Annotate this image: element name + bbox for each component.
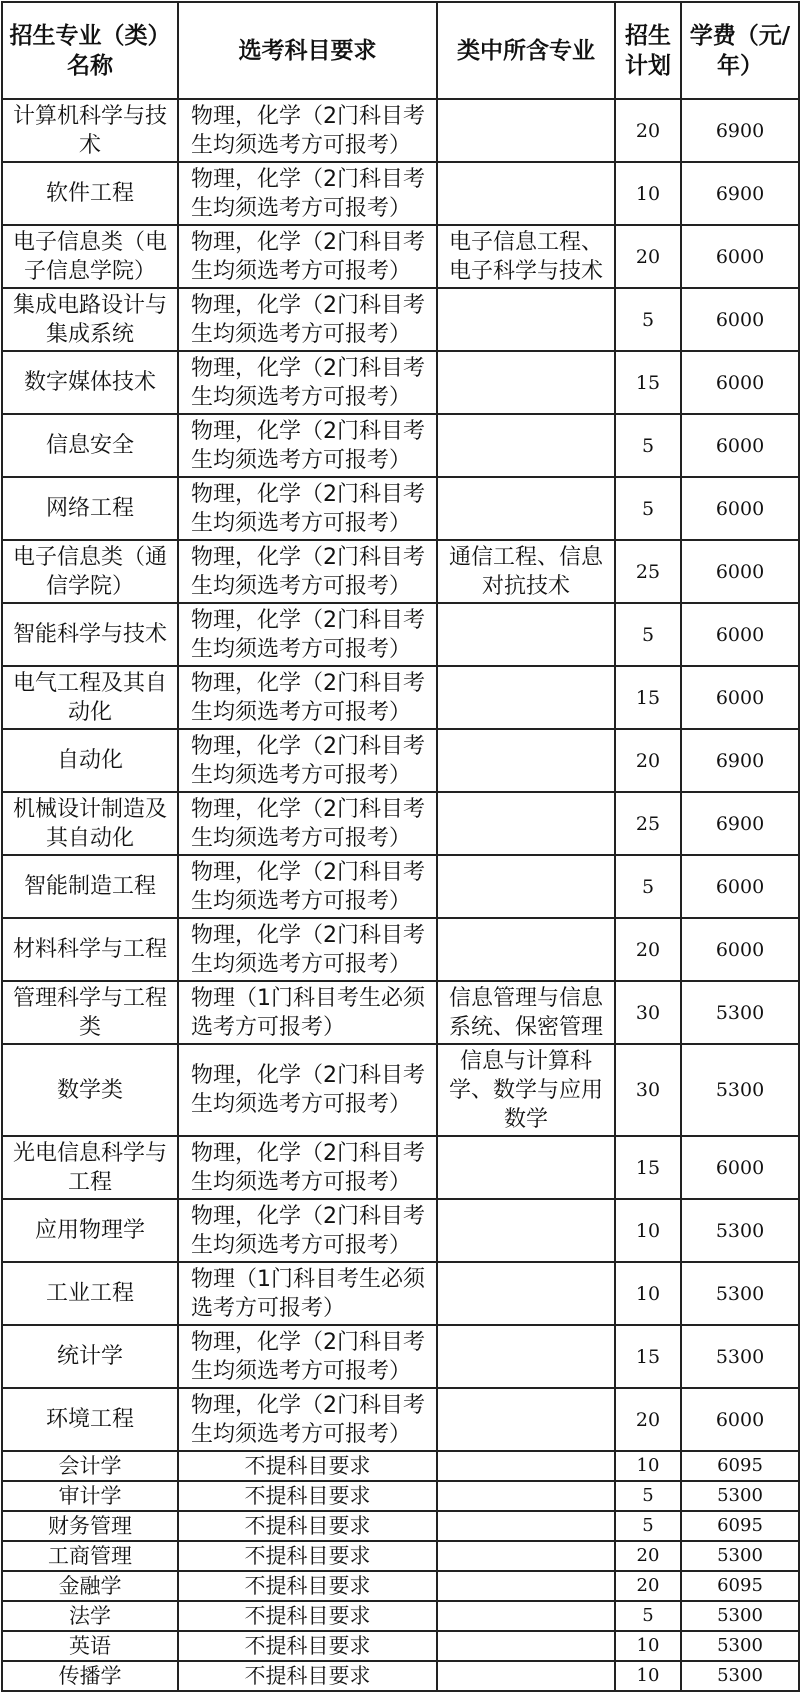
table-row [2, 1262, 799, 1325]
fee-cell: 6000 [681, 288, 799, 351]
table-row [2, 1199, 799, 1262]
admission-plan-table [1, 1, 800, 1692]
table-row [2, 981, 799, 1044]
sub-majors-cell [437, 1199, 615, 1262]
requirement-cell: 物理，化学（2门科目考生均须选考方可报考） [178, 540, 437, 603]
sub-majors-cell: 信息与计算科学、数学与应用数学 [437, 1044, 615, 1136]
major-name-cell: 电子信息类（通信学院） [2, 540, 178, 603]
requirement-cell: 物理（1门科目考生必须选考方可报考） [178, 981, 437, 1044]
table-row [2, 288, 799, 351]
requirement-cell: 物理，化学（2门科目考生均须选考方可报考） [178, 1199, 437, 1262]
fee-cell: 6900 [681, 729, 799, 792]
plan-cell: 5 [615, 1481, 681, 1511]
major-name-cell: 智能科学与技术 [2, 603, 178, 666]
plan-cell: 10 [615, 162, 681, 225]
requirement-cell: 物理，化学（2门科目考生均须选考方可报考） [178, 1388, 437, 1451]
header-sub-majors: 类中所含专业 [437, 2, 615, 99]
sub-majors-cell [437, 1262, 615, 1325]
major-name-cell: 会计学 [2, 1451, 178, 1481]
plan-cell: 30 [615, 1044, 681, 1136]
major-name-cell: 计算机科学与技术 [2, 99, 178, 162]
table-row [2, 918, 799, 981]
fee-cell: 6000 [681, 918, 799, 981]
requirement-cell: 不提科目要求 [178, 1631, 437, 1661]
table-row [2, 729, 799, 792]
fee-cell: 5300 [681, 1481, 799, 1511]
table-row [2, 1481, 799, 1511]
plan-cell: 15 [615, 666, 681, 729]
sub-majors-cell [437, 603, 615, 666]
sub-majors-cell [437, 1601, 615, 1631]
plan-cell: 15 [615, 351, 681, 414]
table-row [2, 477, 799, 540]
requirement-cell: 物理，化学（2门科目考生均须选考方可报考） [178, 1136, 437, 1199]
table-row [2, 1571, 799, 1601]
sub-majors-cell [437, 288, 615, 351]
plan-cell: 5 [615, 1601, 681, 1631]
requirement-cell: 不提科目要求 [178, 1571, 437, 1601]
plan-cell: 20 [615, 99, 681, 162]
major-name-cell: 金融学 [2, 1571, 178, 1601]
fee-cell: 5300 [681, 1325, 799, 1388]
table-row [2, 1631, 799, 1661]
fee-cell: 5300 [681, 981, 799, 1044]
major-name-cell: 工业工程 [2, 1262, 178, 1325]
fee-cell: 6000 [681, 603, 799, 666]
plan-cell: 5 [615, 414, 681, 477]
major-name-cell: 工商管理 [2, 1541, 178, 1571]
plan-cell: 10 [615, 1199, 681, 1262]
requirement-cell: 物理，化学（2门科目考生均须选考方可报考） [178, 918, 437, 981]
major-name-cell: 统计学 [2, 1325, 178, 1388]
fee-cell: 6000 [681, 414, 799, 477]
plan-cell: 30 [615, 981, 681, 1044]
fee-cell: 6900 [681, 99, 799, 162]
header-plan: 招生计划 [615, 2, 681, 99]
requirement-cell: 物理，化学（2门科目考生均须选考方可报考） [178, 1044, 437, 1136]
sub-majors-cell [437, 1631, 615, 1661]
fee-cell: 6000 [681, 225, 799, 288]
sub-majors-cell [437, 1388, 615, 1451]
plan-cell: 20 [615, 729, 681, 792]
requirement-cell: 物理，化学（2门科目考生均须选考方可报考） [178, 729, 437, 792]
major-name-cell: 环境工程 [2, 1388, 178, 1451]
table-row [2, 666, 799, 729]
table-row [2, 414, 799, 477]
table-row [2, 1325, 799, 1388]
fee-cell: 6900 [681, 162, 799, 225]
requirement-cell: 物理，化学（2门科目考生均须选考方可报考） [178, 666, 437, 729]
plan-cell: 20 [615, 1571, 681, 1601]
requirement-cell: 不提科目要求 [178, 1481, 437, 1511]
fee-cell: 6095 [681, 1511, 799, 1541]
sub-majors-cell [437, 414, 615, 477]
major-name-cell: 财务管理 [2, 1511, 178, 1541]
fee-cell: 6000 [681, 1388, 799, 1451]
table-row [2, 225, 799, 288]
requirement-cell: 物理，化学（2门科目考生均须选考方可报考） [178, 792, 437, 855]
requirement-cell: 物理，化学（2门科目考生均须选考方可报考） [178, 99, 437, 162]
fee-cell: 6000 [681, 855, 799, 918]
major-name-cell: 光电信息科学与工程 [2, 1136, 178, 1199]
table-row [2, 1136, 799, 1199]
sub-majors-cell [437, 477, 615, 540]
sub-majors-cell [437, 666, 615, 729]
plan-cell: 10 [615, 1262, 681, 1325]
fee-cell: 6000 [681, 540, 799, 603]
sub-majors-cell: 信息管理与信息系统、保密管理 [437, 981, 615, 1044]
plan-cell: 15 [615, 1325, 681, 1388]
header-requirement: 选考科目要求 [178, 2, 437, 99]
table-row [2, 351, 799, 414]
requirement-cell: 物理，化学（2门科目考生均须选考方可报考） [178, 162, 437, 225]
sub-majors-cell [437, 918, 615, 981]
major-name-cell: 机械设计制造及其自动化 [2, 792, 178, 855]
sub-majors-cell [437, 792, 615, 855]
plan-cell: 5 [615, 288, 681, 351]
requirement-cell: 物理，化学（2门科目考生均须选考方可报考） [178, 603, 437, 666]
sub-majors-cell [437, 1136, 615, 1199]
table-row [2, 1601, 799, 1631]
fee-cell: 5300 [681, 1601, 799, 1631]
fee-cell: 5300 [681, 1262, 799, 1325]
plan-cell: 5 [615, 603, 681, 666]
fee-cell: 6095 [681, 1571, 799, 1601]
requirement-cell: 物理，化学（2门科目考生均须选考方可报考） [178, 855, 437, 918]
table-row [2, 99, 799, 162]
sub-majors-cell: 通信工程、信息对抗技术 [437, 540, 615, 603]
plan-cell: 20 [615, 1541, 681, 1571]
major-name-cell: 传播学 [2, 1661, 178, 1691]
requirement-cell: 物理，化学（2门科目考生均须选考方可报考） [178, 1325, 437, 1388]
major-name-cell: 电气工程及其自动化 [2, 666, 178, 729]
sub-majors-cell [437, 729, 615, 792]
requirement-cell: 不提科目要求 [178, 1661, 437, 1691]
plan-cell: 20 [615, 1388, 681, 1451]
requirement-cell: 物理，化学（2门科目考生均须选考方可报考） [178, 477, 437, 540]
plan-cell: 5 [615, 1511, 681, 1541]
major-name-cell: 审计学 [2, 1481, 178, 1511]
fee-cell: 5300 [681, 1199, 799, 1262]
requirement-cell: 物理，化学（2门科目考生均须选考方可报考） [178, 225, 437, 288]
table-row [2, 1661, 799, 1691]
sub-majors-cell [437, 1511, 615, 1541]
table-row [2, 540, 799, 603]
major-name-cell: 英语 [2, 1631, 178, 1661]
sub-majors-cell [437, 162, 615, 225]
sub-majors-cell [437, 1571, 615, 1601]
sub-majors-cell [437, 1541, 615, 1571]
plan-cell: 20 [615, 918, 681, 981]
major-name-cell: 数字媒体技术 [2, 351, 178, 414]
requirement-cell: 物理，化学（2门科目考生均须选考方可报考） [178, 288, 437, 351]
table-row [2, 792, 799, 855]
table-body [2, 99, 799, 1691]
major-name-cell: 软件工程 [2, 162, 178, 225]
fee-cell: 6095 [681, 1451, 799, 1481]
header-row [2, 2, 799, 99]
requirement-cell: 不提科目要求 [178, 1541, 437, 1571]
requirement-cell: 不提科目要求 [178, 1511, 437, 1541]
fee-cell: 6000 [681, 1136, 799, 1199]
header-fee: 学费（元/年） [681, 2, 799, 99]
plan-cell: 10 [615, 1631, 681, 1661]
plan-cell: 5 [615, 855, 681, 918]
fee-cell: 5300 [681, 1044, 799, 1136]
sub-majors-cell [437, 99, 615, 162]
requirement-cell: 不提科目要求 [178, 1601, 437, 1631]
table-row [2, 1541, 799, 1571]
major-name-cell: 网络工程 [2, 477, 178, 540]
table-row [2, 1388, 799, 1451]
plan-cell: 25 [615, 540, 681, 603]
sub-majors-cell [437, 351, 615, 414]
plan-cell: 5 [615, 477, 681, 540]
major-name-cell: 管理科学与工程类 [2, 981, 178, 1044]
fee-cell: 6000 [681, 351, 799, 414]
major-name-cell: 数学类 [2, 1044, 178, 1136]
plan-cell: 10 [615, 1451, 681, 1481]
header-name: 招生专业（类）名称 [2, 2, 178, 99]
table-row [2, 1511, 799, 1541]
fee-cell: 6900 [681, 792, 799, 855]
table-row [2, 855, 799, 918]
requirement-cell: 物理（1门科目考生必须选考方可报考） [178, 1262, 437, 1325]
sub-majors-cell [437, 1325, 615, 1388]
plan-cell: 25 [615, 792, 681, 855]
fee-cell: 5300 [681, 1631, 799, 1661]
major-name-cell: 法学 [2, 1601, 178, 1631]
fee-cell: 5300 [681, 1541, 799, 1571]
fee-cell: 5300 [681, 1661, 799, 1691]
fee-cell: 6000 [681, 666, 799, 729]
sub-majors-cell: 电子信息工程、电子科学与技术 [437, 225, 615, 288]
sub-majors-cell [437, 1661, 615, 1691]
sub-majors-cell [437, 855, 615, 918]
major-name-cell: 自动化 [2, 729, 178, 792]
table-row [2, 1451, 799, 1481]
table-row [2, 162, 799, 225]
plan-cell: 10 [615, 1661, 681, 1691]
major-name-cell: 信息安全 [2, 414, 178, 477]
major-name-cell: 应用物理学 [2, 1199, 178, 1262]
sub-majors-cell [437, 1481, 615, 1511]
plan-cell: 15 [615, 1136, 681, 1199]
table-row [2, 1044, 799, 1136]
major-name-cell: 智能制造工程 [2, 855, 178, 918]
sub-majors-cell [437, 1451, 615, 1481]
fee-cell: 6000 [681, 477, 799, 540]
table-row [2, 603, 799, 666]
major-name-cell: 电子信息类（电子信息学院） [2, 225, 178, 288]
requirement-cell: 物理，化学（2门科目考生均须选考方可报考） [178, 351, 437, 414]
requirement-cell: 不提科目要求 [178, 1451, 437, 1481]
major-name-cell: 材料科学与工程 [2, 918, 178, 981]
major-name-cell: 集成电路设计与集成系统 [2, 288, 178, 351]
requirement-cell: 物理，化学（2门科目考生均须选考方可报考） [178, 414, 437, 477]
plan-cell: 20 [615, 225, 681, 288]
